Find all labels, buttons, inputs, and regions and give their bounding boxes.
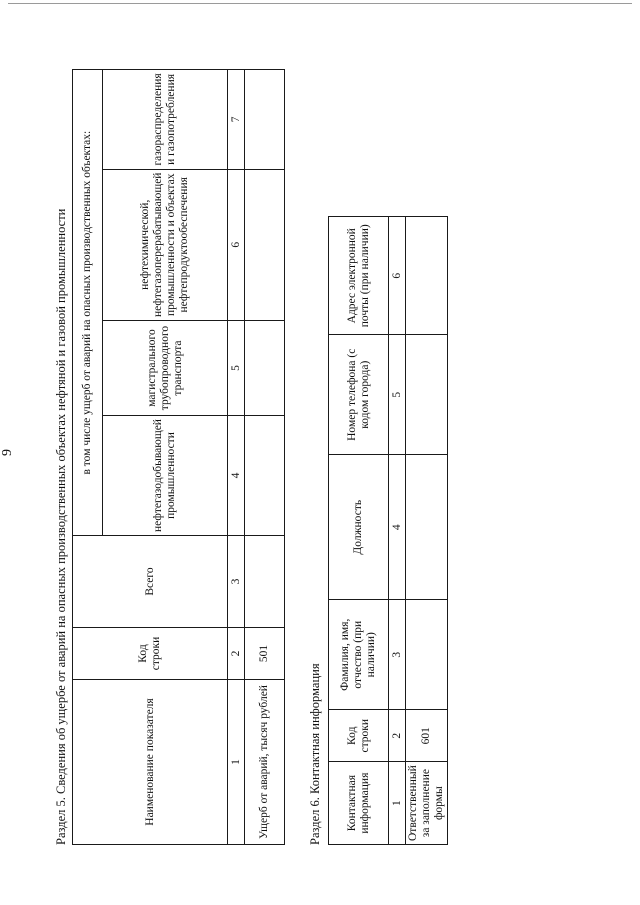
column-number: 3 — [228, 536, 245, 628]
header-name: Фамилия, имя, отчество (при наличии) — [329, 600, 389, 710]
column-number: 5 — [389, 335, 406, 455]
header-pipeline-transport: магистрального трубопроводного транспорта — [103, 321, 228, 416]
row-label: Ответственный за заполнение формы — [406, 762, 448, 845]
header-indicator: Наименование показателя — [73, 680, 228, 845]
column-number: 6 — [228, 169, 245, 320]
value-cell — [245, 70, 285, 169]
header-email: Адрес электронной почты (при наличии) — [329, 217, 389, 335]
header-group: в том числе ущерб от аварий на опасных производственных объектах: — [73, 70, 103, 536]
value-cell — [406, 455, 448, 600]
header-oil-gas-production: нефтегазодобывающей промышленности — [103, 416, 228, 536]
header-petrochemical: нефтехимической, нефтегазоперерабатывающей промышленности и объектах нефтепродуктообеспечения — [103, 169, 228, 320]
header-total: Всего — [73, 536, 228, 628]
value-cell — [406, 217, 448, 335]
column-number: 4 — [228, 416, 245, 536]
value-cell — [245, 169, 285, 320]
section5-table — [72, 69, 285, 845]
column-number: 4 — [389, 455, 406, 600]
section6-table — [328, 216, 448, 845]
column-number: 1 — [389, 762, 406, 845]
header-code: Код строки — [329, 710, 389, 762]
column-number: 2 — [389, 710, 406, 762]
value-cell — [245, 321, 285, 416]
header-position: Должность — [329, 455, 389, 600]
table-row — [245, 70, 285, 845]
value-cell — [406, 335, 448, 455]
value-cell — [245, 536, 285, 628]
header-contact: Контактная информация — [329, 762, 389, 845]
header-gas-distribution: газораспределения и газопотребления — [103, 70, 228, 169]
column-number: 2 — [228, 628, 245, 680]
row-code: 501 — [245, 628, 285, 680]
row-code: 601 — [406, 710, 448, 762]
header-code: Код строки — [73, 628, 228, 680]
column-number: 1 — [228, 680, 245, 845]
column-number: 3 — [389, 600, 406, 710]
section6-title: Раздел 6. Контактная информация — [308, 663, 322, 845]
row-label: Ущерб от аварий, тысяч рублей — [245, 680, 285, 845]
header-phone: Номер телефона (с кодом города) — [329, 335, 389, 455]
section5-title: Раздел 5. Сведения об ущербе от аварий на опасных производственных объектах нефтяной и газовой промышленности — [54, 208, 68, 845]
value-cell — [245, 416, 285, 536]
column-number: 5 — [228, 321, 245, 416]
column-number: 7 — [228, 70, 245, 169]
page-number: 9 — [0, 449, 15, 456]
table-row — [406, 217, 448, 845]
column-number: 6 — [389, 217, 406, 335]
value-cell — [406, 600, 448, 710]
